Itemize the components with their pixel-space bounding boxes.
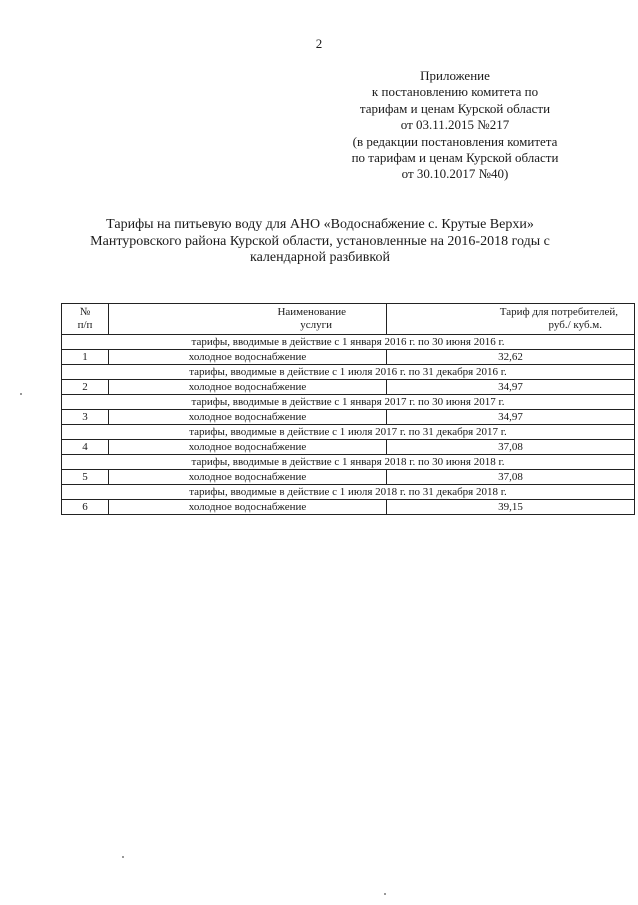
scan-speck — [20, 393, 22, 395]
period-row — [62, 485, 635, 500]
table-row — [62, 410, 635, 425]
period-label: тарифы, вводимые в действие с 1 июля 2017 г. по 31 декабря 2017 г. — [62, 425, 635, 440]
period-label: тарифы, вводимые в действие с 1 июля 2016 г. по 31 декабря 2016 г. — [62, 365, 635, 380]
table-row — [62, 350, 635, 365]
period-row — [62, 425, 635, 440]
header-num: № п/п — [62, 304, 109, 335]
service-name: холодное водоснабжение — [109, 470, 387, 485]
appendix-line: к постановлению комитета по — [371, 84, 539, 100]
appendix-line: (в редакции постановления комитета — [352, 133, 558, 149]
tariff-value: 34,97 — [387, 380, 635, 395]
tariff-value: 32,62 — [387, 350, 635, 365]
period-row — [62, 455, 635, 470]
row-number: 6 — [62, 500, 109, 515]
row-number: 1 — [62, 350, 109, 365]
period-label: тарифы, вводимые в действие с 1 января 2017 г. по 30 июня 2017 г. — [62, 395, 635, 410]
title-line: календарной разбивкой — [250, 250, 390, 266]
scan-speck — [384, 893, 386, 895]
service-name: холодное водоснабжение — [109, 440, 387, 455]
tariff-value: 39,15 — [387, 500, 635, 515]
scan-speck — [122, 856, 124, 858]
header-tariff: Тариф для потребителей, руб./ куб.м. — [387, 304, 635, 335]
service-name: холодное водоснабжение — [109, 500, 387, 515]
appendix-line: от 03.11.2015 №217 — [400, 117, 510, 133]
period-row — [62, 335, 635, 350]
period-label: тарифы, вводимые в действие с 1 января 2018 г. по 30 июня 2018 г. — [62, 455, 635, 470]
table-row — [62, 440, 635, 455]
row-number: 5 — [62, 470, 109, 485]
row-number: 4 — [62, 440, 109, 455]
service-name: холодное водоснабжение — [109, 350, 387, 365]
document-title — [40, 217, 600, 267]
tariff-value: 34,97 — [387, 410, 635, 425]
service-name: холодное водоснабжение — [109, 380, 387, 395]
appendix-line: тарифам и ценам Курской области — [359, 100, 551, 116]
period-row — [62, 365, 635, 380]
service-name: холодное водоснабжение — [109, 410, 387, 425]
appendix-block — [300, 68, 610, 183]
table-row — [62, 470, 635, 485]
title-line: Мантуровского района Курской области, установленные на 2016-2018 годы с — [90, 233, 550, 249]
period-label: тарифы, вводимые в действие с 1 января 2016 г. по 30 июня 2016 г. — [62, 335, 635, 350]
appendix-line: по тарифам и ценам Курской области — [351, 150, 559, 166]
appendix-line: от 30.10.2017 №40) — [401, 166, 509, 182]
title-line: Тарифы на питьевую воду для АНО «Водоснабжение с. Крутые Верхи» — [106, 217, 534, 232]
tariff-value: 37,08 — [387, 470, 635, 485]
page-number: 2 — [315, 36, 323, 51]
table-row — [62, 500, 635, 515]
header-service: Наименование услуги — [109, 304, 387, 335]
row-number: 2 — [62, 380, 109, 395]
appendix-line: Приложение — [420, 68, 490, 83]
table-header-row — [62, 304, 635, 335]
row-number: 3 — [62, 410, 109, 425]
tariff-table — [61, 303, 635, 515]
period-row — [62, 395, 635, 410]
table-body — [62, 335, 635, 515]
period-label: тарифы, вводимые в действие с 1 июля 2018 г. по 31 декабря 2018 г. — [62, 485, 635, 500]
table-row — [62, 380, 635, 395]
tariff-value: 37,08 — [387, 440, 635, 455]
